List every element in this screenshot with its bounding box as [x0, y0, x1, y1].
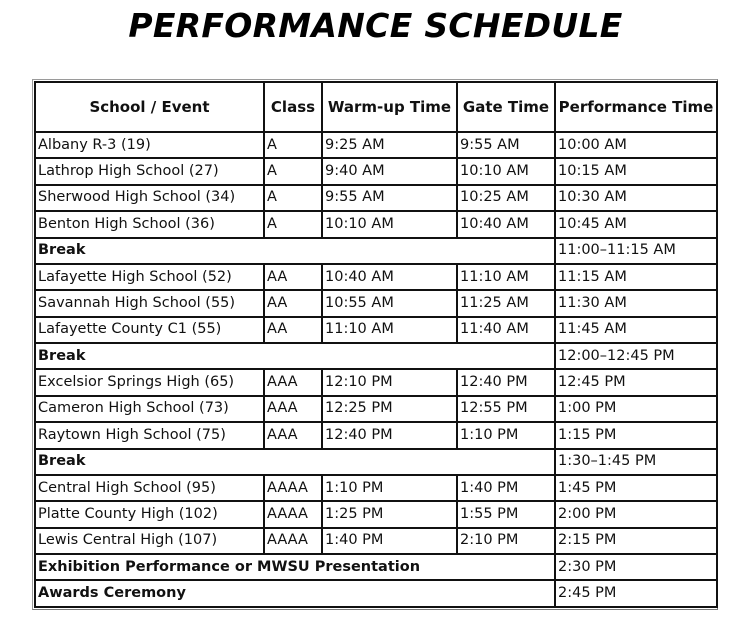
- cell-warmup-time: 10:10 AM: [322, 211, 457, 237]
- schedule-table-frame: [32, 79, 718, 610]
- table-row: [35, 264, 717, 290]
- table-row-event: [35, 343, 717, 369]
- table-row: [35, 422, 717, 448]
- cell-school: Savannah High School (55): [35, 290, 264, 316]
- cell-class: AAAA: [264, 475, 322, 501]
- table-row: [35, 132, 717, 158]
- cell-class: AAAA: [264, 501, 322, 527]
- cell-gate-time: 12:40 PM: [457, 369, 555, 395]
- cell-performance-time: 2:00 PM: [555, 501, 717, 527]
- cell-performance-time: 12:00–12:45 PM: [555, 343, 717, 369]
- table-row: [35, 528, 717, 554]
- cell-gate-time: 1:55 PM: [457, 501, 555, 527]
- cell-class: A: [264, 211, 322, 237]
- table-row: [35, 396, 717, 422]
- cell-gate-time: 11:25 AM: [457, 290, 555, 316]
- table-row: [35, 185, 717, 211]
- performance-schedule-table: [34, 81, 718, 608]
- cell-warmup-time: 10:40 AM: [322, 264, 457, 290]
- cell-gate-time: 1:10 PM: [457, 422, 555, 448]
- cell-performance-time: 10:00 AM: [555, 132, 717, 158]
- cell-warmup-time: 9:55 AM: [322, 185, 457, 211]
- cell-warmup-time: 12:10 PM: [322, 369, 457, 395]
- cell-class: AA: [264, 264, 322, 290]
- cell-school: Lafayette High School (52): [35, 264, 264, 290]
- cell-performance-time: 2:15 PM: [555, 528, 717, 554]
- cell-gate-time: 10:25 AM: [457, 185, 555, 211]
- table-row: [35, 475, 717, 501]
- cell-gate-time: 11:40 AM: [457, 317, 555, 343]
- cell-gate-time: 9:55 AM: [457, 132, 555, 158]
- header-class: Class: [264, 82, 322, 132]
- header-gate-time: Gate Time: [457, 82, 555, 132]
- cell-class: A: [264, 132, 322, 158]
- cell-warmup-time: 10:55 AM: [322, 290, 457, 316]
- cell-event-label: Break: [35, 449, 555, 475]
- cell-performance-time: 2:45 PM: [555, 580, 717, 607]
- cell-warmup-time: 12:25 PM: [322, 396, 457, 422]
- table-row: [35, 290, 717, 316]
- cell-warmup-time: 1:25 PM: [322, 501, 457, 527]
- page-title: PERFORMANCE SCHEDULE: [128, 6, 623, 45]
- cell-school: Central High School (95): [35, 475, 264, 501]
- cell-school: Albany R-3 (19): [35, 132, 264, 158]
- cell-school: Raytown High School (75): [35, 422, 264, 448]
- header-performance-time: Performance Time: [555, 82, 717, 132]
- cell-warmup-time: 9:25 AM: [322, 132, 457, 158]
- cell-warmup-time: 11:10 AM: [322, 317, 457, 343]
- cell-gate-time: 12:55 PM: [457, 396, 555, 422]
- cell-class: A: [264, 185, 322, 211]
- table-row-event: [35, 554, 717, 580]
- table-row: [35, 317, 717, 343]
- cell-warmup-time: 1:40 PM: [322, 528, 457, 554]
- cell-event-label: Break: [35, 343, 555, 369]
- table-row: [35, 501, 717, 527]
- cell-warmup-time: 9:40 AM: [322, 158, 457, 184]
- cell-school: Sherwood High School (34): [35, 185, 264, 211]
- cell-performance-time: 1:45 PM: [555, 475, 717, 501]
- cell-school: Benton High School (36): [35, 211, 264, 237]
- cell-event-label: Break: [35, 238, 555, 264]
- cell-performance-time: 10:45 AM: [555, 211, 717, 237]
- header-school-event: School / Event: [35, 82, 264, 132]
- table-row: [35, 211, 717, 237]
- cell-event-label: Awards Ceremony: [35, 580, 555, 607]
- cell-class: AAA: [264, 396, 322, 422]
- cell-school: Lathrop High School (27): [35, 158, 264, 184]
- cell-class: AAAA: [264, 528, 322, 554]
- cell-gate-time: 1:40 PM: [457, 475, 555, 501]
- cell-performance-time: 11:30 AM: [555, 290, 717, 316]
- table-body: [35, 132, 717, 607]
- cell-gate-time: 10:10 AM: [457, 158, 555, 184]
- cell-performance-time: 10:30 AM: [555, 185, 717, 211]
- cell-performance-time: 11:45 AM: [555, 317, 717, 343]
- table-row: [35, 158, 717, 184]
- cell-class: AAA: [264, 422, 322, 448]
- cell-class: AA: [264, 290, 322, 316]
- cell-performance-time: 2:30 PM: [555, 554, 717, 580]
- cell-school: Excelsior Springs High (65): [35, 369, 264, 395]
- cell-performance-time: 1:15 PM: [555, 422, 717, 448]
- header-warmup-time: Warm-up Time: [322, 82, 457, 132]
- cell-gate-time: 11:10 AM: [457, 264, 555, 290]
- table-row: [35, 369, 717, 395]
- cell-class: A: [264, 158, 322, 184]
- cell-class: AAA: [264, 369, 322, 395]
- cell-school: Lewis Central High (107): [35, 528, 264, 554]
- table-row-event: [35, 580, 717, 607]
- cell-performance-time: 11:00–11:15 AM: [555, 238, 717, 264]
- cell-class: AA: [264, 317, 322, 343]
- cell-performance-time: 10:15 AM: [555, 158, 717, 184]
- cell-event-label: Exhibition Performance or MWSU Presentation: [35, 554, 555, 580]
- cell-warmup-time: 1:10 PM: [322, 475, 457, 501]
- cell-school: Platte County High (102): [35, 501, 264, 527]
- cell-gate-time: 10:40 AM: [457, 211, 555, 237]
- table-header-row: [35, 82, 717, 132]
- cell-school: Cameron High School (73): [35, 396, 264, 422]
- cell-gate-time: 2:10 PM: [457, 528, 555, 554]
- cell-performance-time: 1:30–1:45 PM: [555, 449, 717, 475]
- cell-performance-time: 1:00 PM: [555, 396, 717, 422]
- table-row-event: [35, 449, 717, 475]
- cell-school: Lafayette County C1 (55): [35, 317, 264, 343]
- cell-performance-time: 12:45 PM: [555, 369, 717, 395]
- table-row-event: [35, 238, 717, 264]
- cell-performance-time: 11:15 AM: [555, 264, 717, 290]
- cell-warmup-time: 12:40 PM: [322, 422, 457, 448]
